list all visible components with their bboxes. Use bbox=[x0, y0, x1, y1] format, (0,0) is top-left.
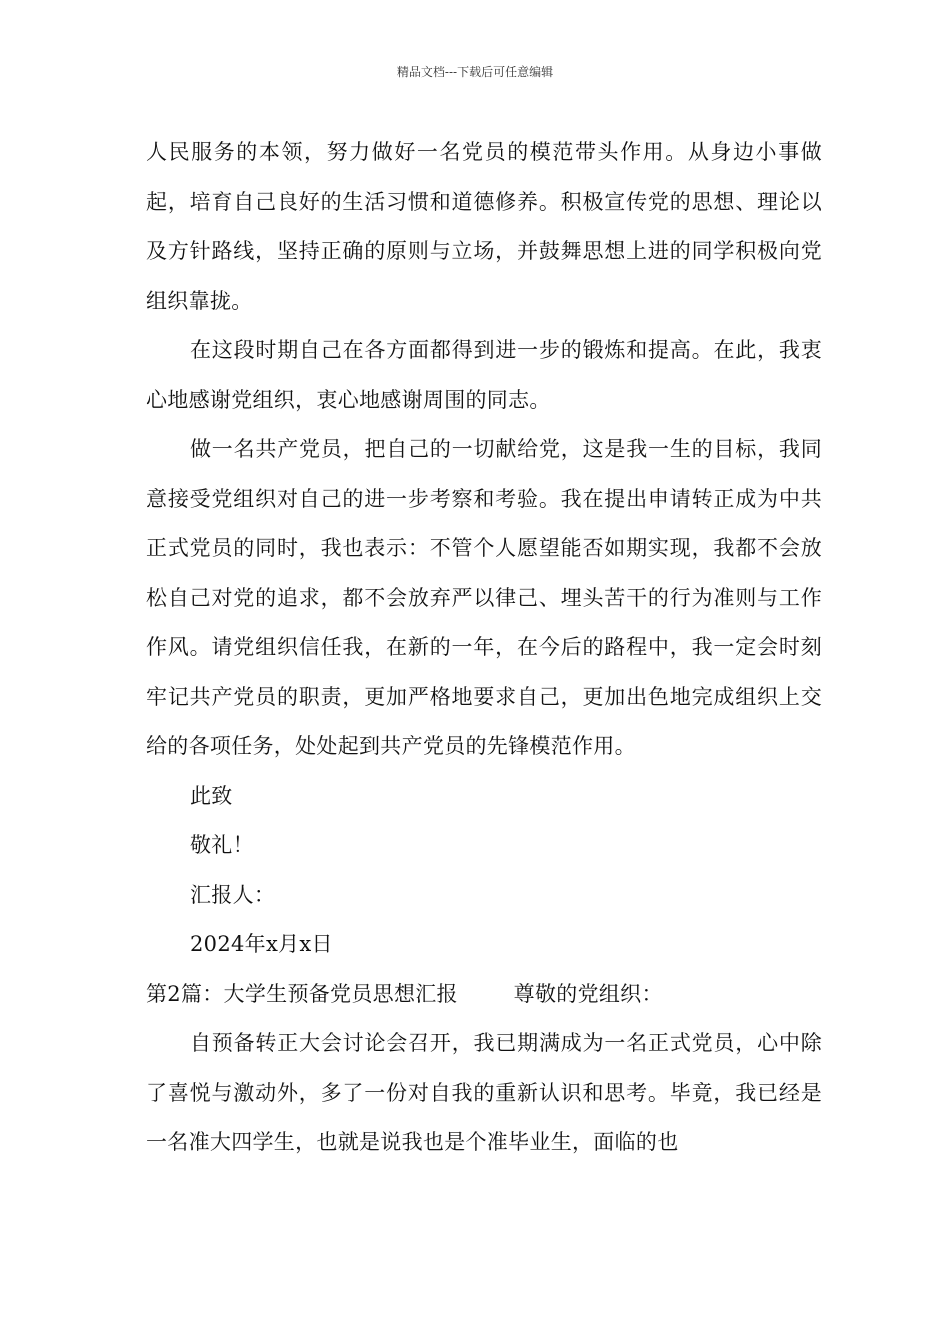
closing-jingli: 敬礼！ bbox=[190, 833, 254, 857]
salutation: 尊敬的党组织： bbox=[513, 981, 663, 1006]
title-gap bbox=[458, 982, 514, 1006]
section-title-line bbox=[146, 970, 822, 1020]
section-title: 第2篇：大学生预备党员思想汇报 bbox=[146, 981, 458, 1006]
report-date: 2024年x月x日 bbox=[190, 932, 333, 956]
closing-cizhi: 此致 bbox=[190, 783, 233, 808]
paragraph-3: 做一名共产党员，把自己的一切献给党，这是我一生的目标，我同意接受党组织对自己的进一步考察和考验。我在提出申请转正成为中共正式党员的同时，我也表示：不管个人愿望能否如期实现，我都不会放松自己对党的追求，都不会放弃严以律己、埋头苦干的行为准则与工作作风。请党组织信任我，在新的一年，在今后的路程中，我一定会时刻牢记共产党员的职责，更加严格地要求自己，更加出色地完成组织上交给的各项任务，处处起到共产党员的先锋模范作用。 bbox=[146, 437, 822, 758]
paragraph-1: 人民服务的本领，努力做好一名党员的模范带头作用。从身边小事做起，培育自己良好的生活习惯和道德修养。积极宣传党的思想、理论以及方针路线，坚持正确的原则与立场，并鼓舞思想上进的同学积极向党组织靠拢。 bbox=[146, 140, 822, 313]
reporter-label: 汇报人： bbox=[190, 882, 276, 907]
document-body bbox=[146, 128, 822, 1168]
page-header: 精品文档---下载后可任意编辑 bbox=[396, 65, 554, 79]
paragraph-2: 在这段时期自己在各方面都得到进一步的锻炼和提高。在此，我衷心地感谢党组织，衷心地感谢周围的同志。 bbox=[146, 338, 822, 412]
paragraph-4: 自预备转正大会讨论会召开，我已期满成为一名正式党员，心中除了喜悦与激动外，多了一份对自我的重新认识和思考。毕竟，我已经是一名准大四学生，也就是说我也是个准毕业生，面临的也 bbox=[146, 1031, 822, 1154]
